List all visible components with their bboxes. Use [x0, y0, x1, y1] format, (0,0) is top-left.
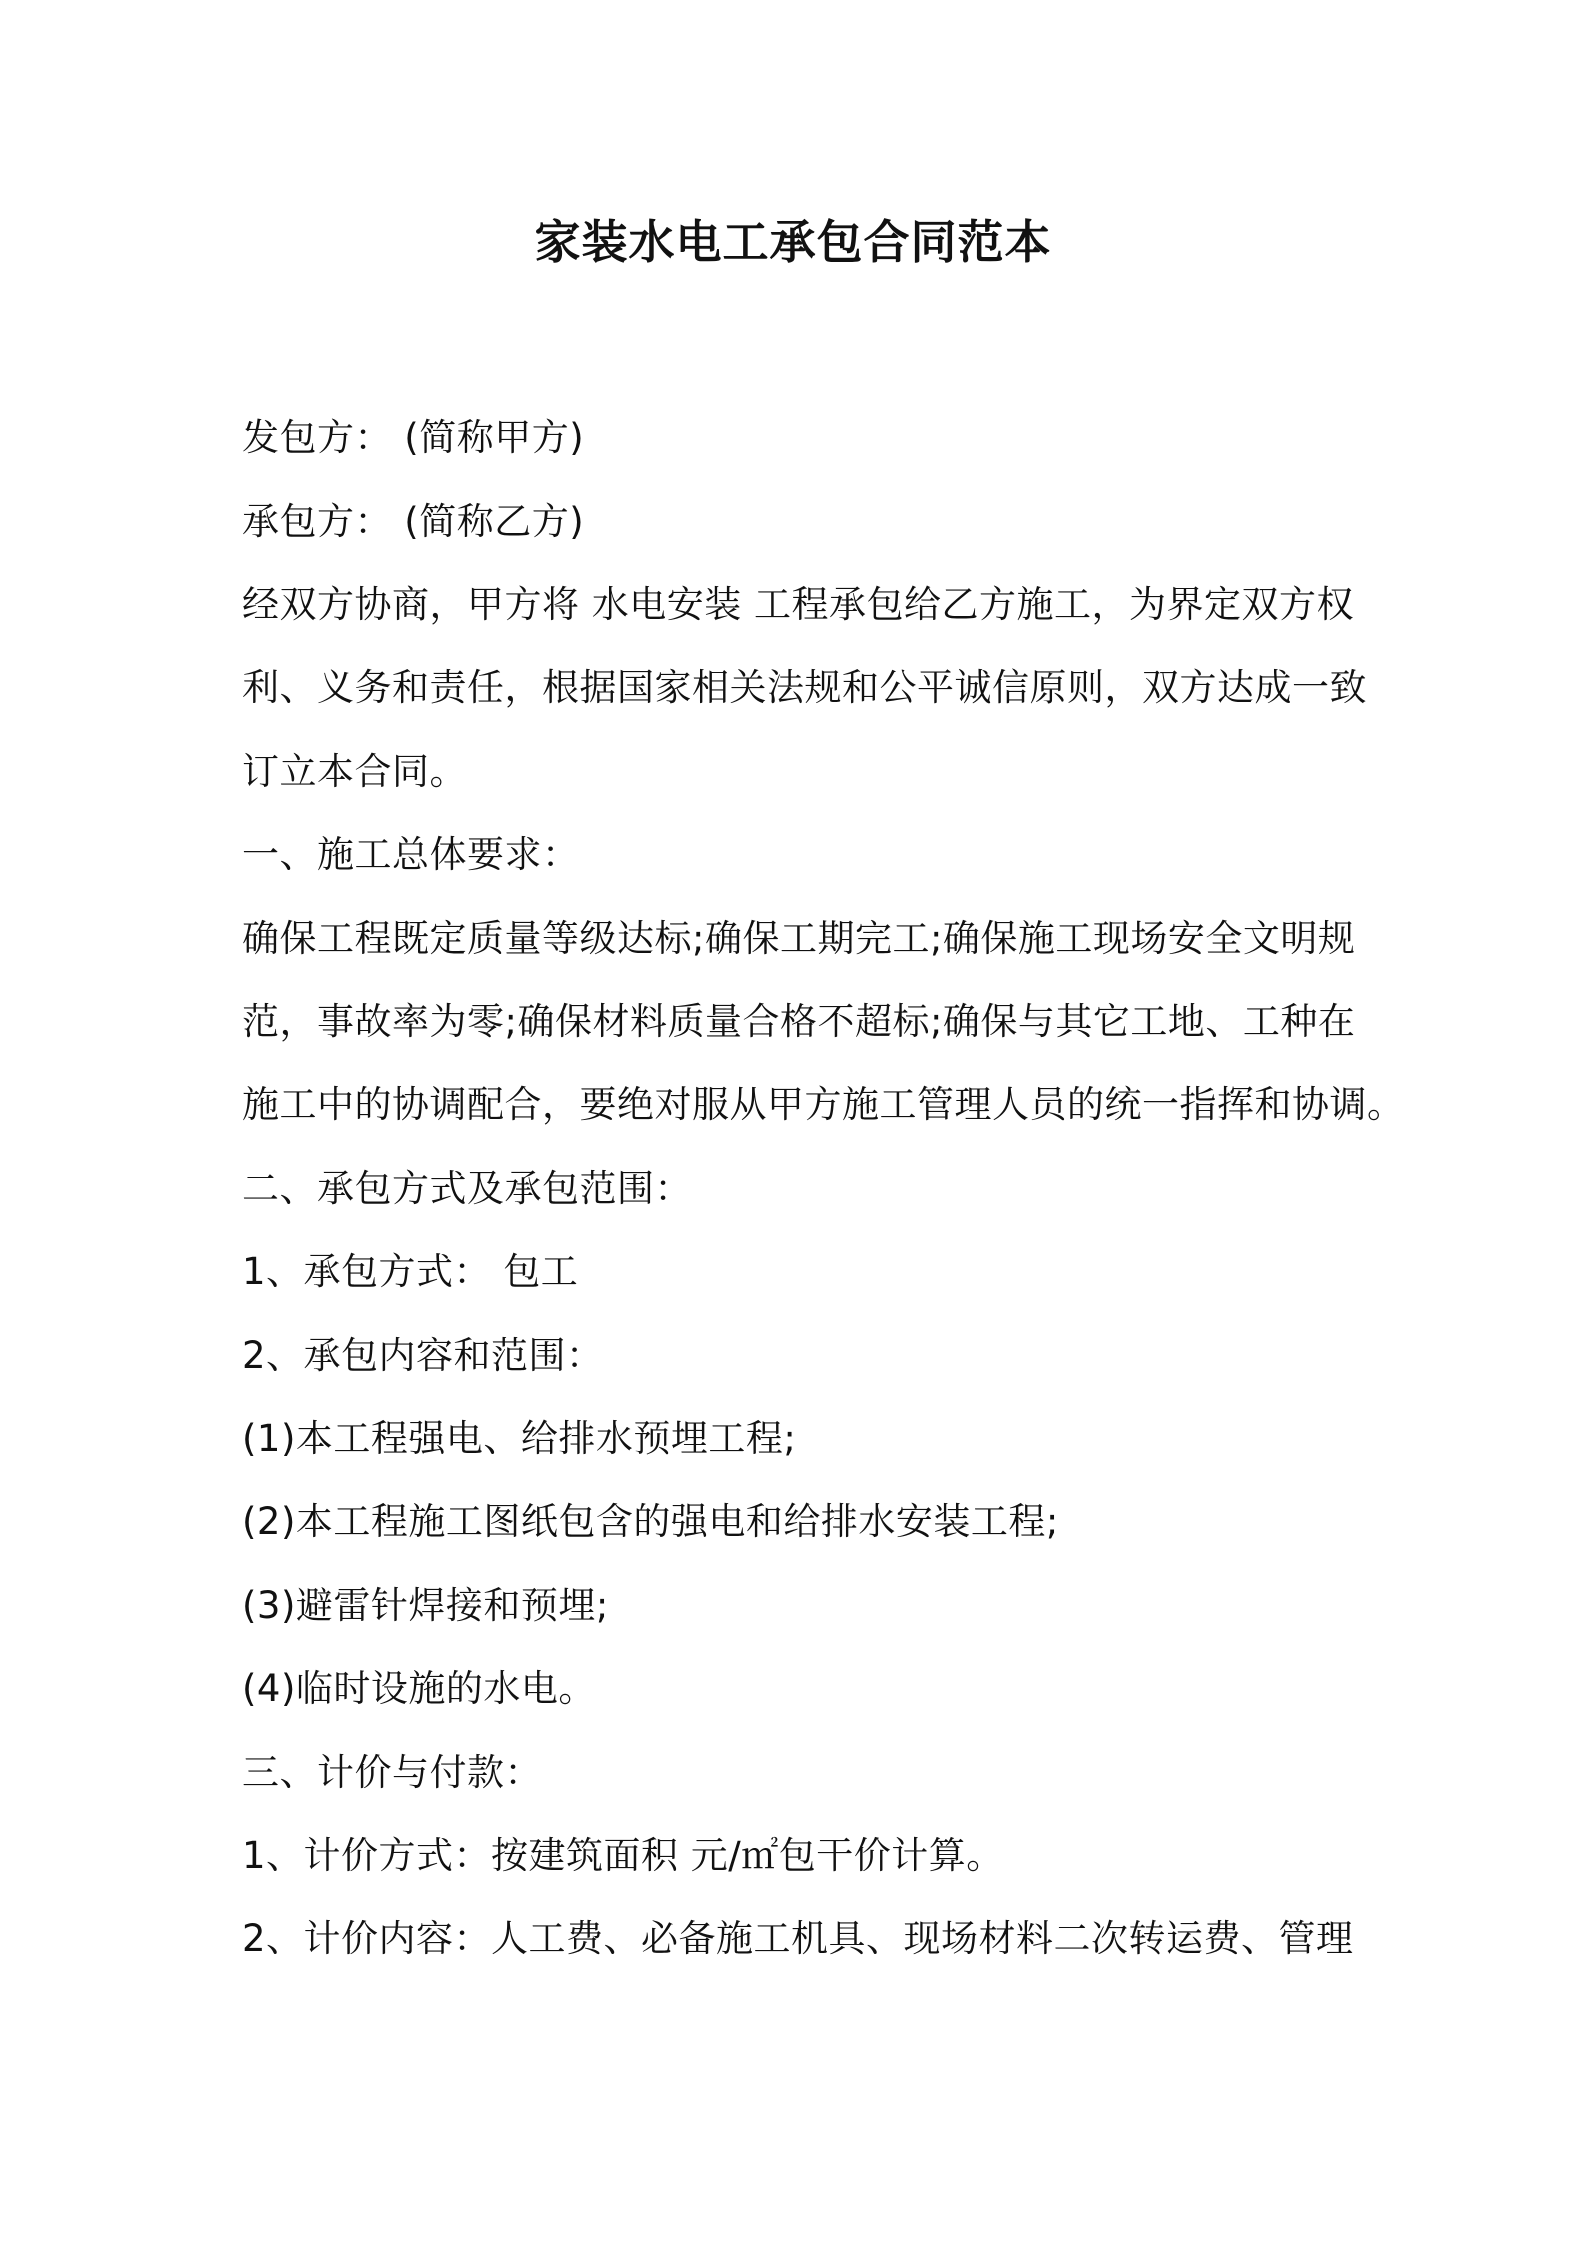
- section-3-heading: 三、计价与付款：: [242, 1751, 542, 1794]
- intro-paragraph-line-3: 订立本合同。: [242, 750, 467, 793]
- section-2-heading: 二、承包方式及承包范围：: [242, 1167, 692, 1210]
- scope-item-1: (1)本工程强电、给排水预埋工程;: [242, 1417, 797, 1460]
- scope-item-4: (4)临时设施的水电。: [242, 1667, 596, 1710]
- contract-scope-heading: 2、承包内容和范围：: [242, 1334, 604, 1377]
- party-b-line: 承包方： (简称乙方): [242, 500, 585, 543]
- party-a-line: 发包方： (简称甲方): [242, 416, 585, 459]
- scope-item-2: (2)本工程施工图纸包含的强电和给排水安装工程;: [242, 1500, 1059, 1543]
- section-1-paragraph-line-2: 范，事故率为零;确保材料质量合格不超标;确保与其它工地、工种在: [242, 1000, 1356, 1043]
- section-1-paragraph-line-1: 确保工程既定质量等级达标;确保工期完工;确保施工现场安全文明规: [242, 917, 1356, 960]
- section-1-paragraph-line-3: 施工中的协调配合，要绝对服从甲方施工管理人员的统一指挥和协调。: [242, 1083, 1405, 1126]
- pricing-method-line: 1、计价方式：按建筑面积 元/㎡包干价计算。: [242, 1834, 1004, 1877]
- scope-item-3: (3)避雷针焊接和预埋;: [242, 1584, 609, 1627]
- document-title: 家装水电工承包合同范本: [534, 215, 1052, 269]
- contract-method-line: 1、承包方式： 包工: [242, 1250, 579, 1293]
- section-1-heading: 一、施工总体要求：: [242, 833, 580, 876]
- intro-paragraph-line-2: 利、义务和责任，根据国家相关法规和公平诚信原则，双方达成一致: [242, 666, 1367, 709]
- pricing-content-line: 2、计价内容：人工费、必备施工机具、现场材料二次转运费、管理: [242, 1917, 1354, 1960]
- intro-paragraph-line-1: 经双方协商，甲方将 水电安装 工程承包给乙方施工，为界定双方权: [242, 583, 1355, 626]
